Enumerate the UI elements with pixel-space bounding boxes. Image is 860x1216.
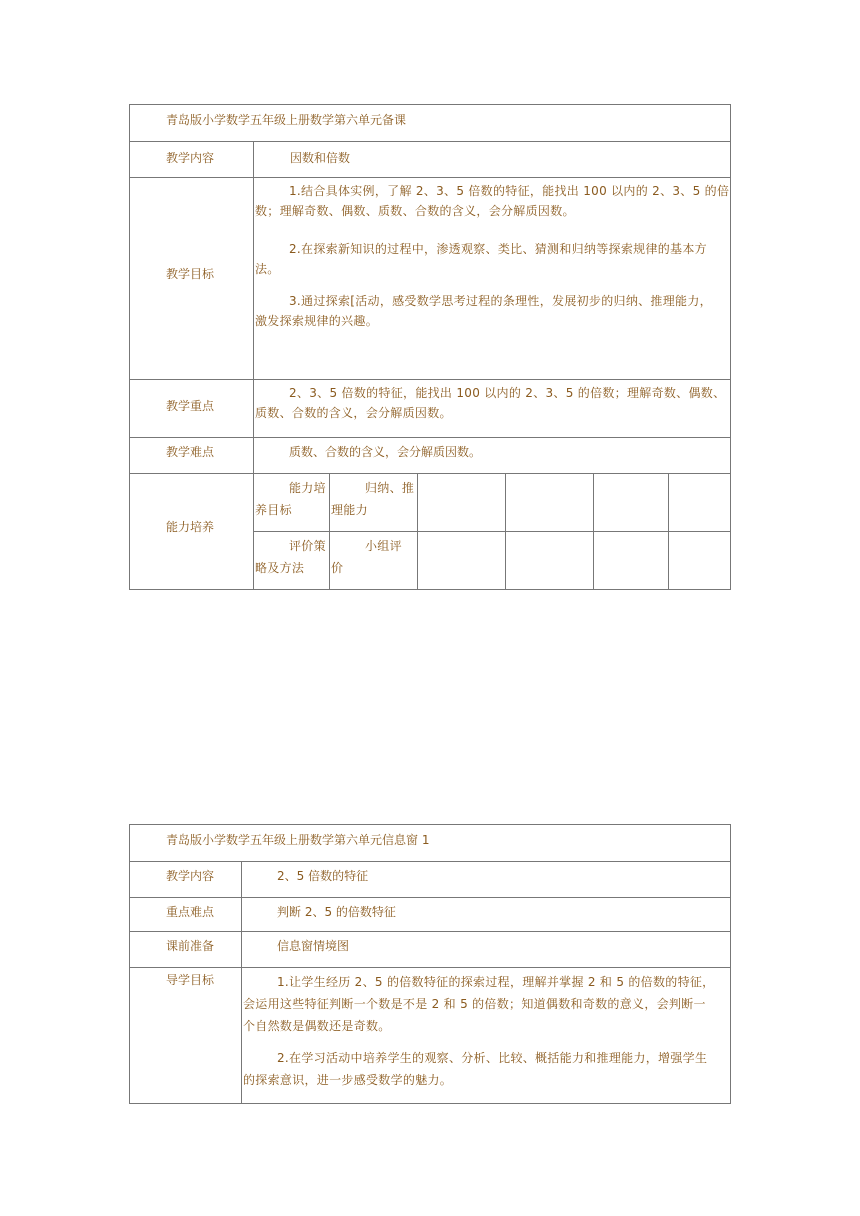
goals-label: 教学目标 — [166, 267, 215, 281]
ability-goal-value-cell: 归纳、推 理能力 — [331, 481, 415, 517]
col-divider — [417, 473, 418, 589]
col-divider — [329, 473, 330, 589]
goal-2: 2.在学习活动中培养学生的观察、分析、比较、概括能力和推理能力，增强学生 的探索意识，进一步感受数学的魅力。 — [243, 1051, 708, 1087]
col-divider — [593, 473, 594, 589]
ability-goal-cell: 能力培 养目标 — [255, 481, 326, 517]
table-title: 青岛版小学数学五年级上册数学第六单元信息窗 1 — [166, 833, 430, 847]
key-points: 2、3、5 倍数的特征，能找出 100 以内的 2、3、5 的倍数；理解奇数、偶数、 质数、合数的含义，会分解质因数。 — [255, 386, 726, 420]
key-label: 教学重点 — [166, 399, 215, 413]
col-divider — [505, 473, 506, 589]
difficult-value: 质数、合数的含义，会分解质因数。 — [289, 445, 482, 459]
row-divider — [130, 437, 730, 438]
goals-label: 导学目标 — [166, 973, 215, 987]
table-info-window-1 — [129, 824, 731, 1104]
row-divider — [130, 861, 730, 862]
row-divider — [130, 473, 730, 474]
eval-value-cell: 小组评 价 — [331, 539, 402, 575]
goal-2: 2.在探索新知识的过程中，渗透观察、类比、猜测和归纳等探索规律的基本方 法。 — [255, 242, 707, 276]
col-divider — [668, 473, 669, 589]
table-title: 青岛版小学数学五年级上册数学第六单元备课 — [166, 113, 407, 127]
key-label: 重点难点 — [166, 905, 215, 919]
content-value: 2、5 倍数的特征 — [277, 869, 369, 883]
row-divider — [130, 379, 730, 380]
row-divider — [130, 177, 730, 178]
prep-value: 信息窗情境图 — [277, 939, 350, 953]
content-label: 教学内容 — [166, 151, 215, 165]
col-divider — [253, 141, 254, 589]
key-value: 判断 2、5 的倍数特征 — [277, 905, 396, 919]
goal-3: 3.通过探索[活动，感受数学思考过程的条理性，发展初步的归纳、推理能力， 激发探索规律的兴趣。 — [255, 294, 712, 328]
row-divider — [130, 967, 730, 968]
content-label: 教学内容 — [166, 869, 215, 883]
table-lesson-plan-unit6 — [129, 104, 731, 590]
content-value: 因数和倍数 — [290, 151, 351, 165]
sub-row-divider — [253, 531, 730, 532]
ability-label: 能力培养 — [166, 520, 215, 534]
row-divider — [130, 931, 730, 932]
prep-label: 课前准备 — [166, 939, 215, 953]
row-divider — [130, 141, 730, 142]
eval-cell: 评价策 略及方法 — [255, 539, 326, 575]
goal-1: 1.结合具体实例，了解 2、3、5 倍数的特征，能找出 100 以内的 2、3、5 的倍 数；理解奇数、偶数、质数、合数的含义，会分解质因数。 — [255, 184, 730, 218]
row-divider — [130, 897, 730, 898]
difficult-label: 教学难点 — [166, 445, 215, 459]
goal-1: 1.让学生经历 2、5 的倍数特征的探索过程，理解并掌握 2 和 5 的倍数的特征， 会运用这些特征判断一个数是不是 2 和 5 的倍数；知道偶数和奇数的意义，会判断一 个自然数是偶数还是奇数。 — [243, 975, 715, 1033]
